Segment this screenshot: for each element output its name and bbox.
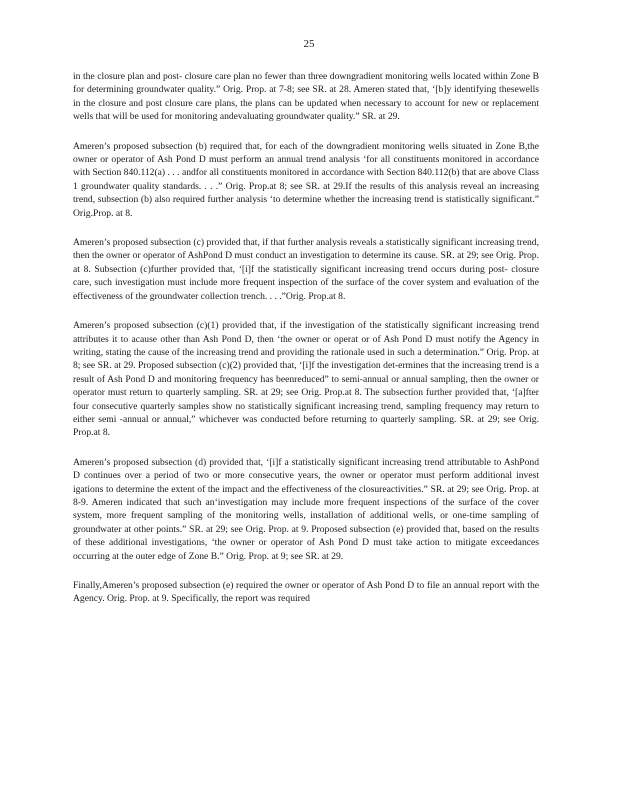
paragraph-4: Ameren’s proposed subsection (c)(1) provided that, if the investigation of the statistically significant increasing trend attributes it to acause other than Ash Pond D, then ‘the owner or operat or of Ash Pond D must notify the Agency in writing, stating the cause of the increasing trend and providing the rationale used in such a determination.” Orig. Prop. at 8; see SR. at 29. Proposed subsection (c)(2) provided that, ‘[i]f the investigation det-ermines that the increasing trend is a result of Ash Pond D and monitoring frequency has beenreduced” to semi-annual or annual sampling, then the owner or operator must return to quarterly sampling. SR. at 29; see Orig. Prop.at 8. The subsection further provided that, ‘[a]fter four consecutive quarterly samples show no statistically significant increasing trend, sampling frequency may return to either semi -annual or annual,” whichever was conducted before returning to quarterly sampling. SR. at 29; see Orig. Prop.at 8. bbox=[73, 320, 539, 439]
paragraph-2: Ameren’s proposed subsection (b) required that, for each of the downgradient monitoring wells situated in Zone B,the owner or operator of Ash Pond D must perform an annual trend analysis ‘for all constituents monitored in accordance with Section 840.112(a) . . . andfor all constituents monitored in accordance with Section 840.112(b) that are above Class 1 groundwater quality standards. . . .” Orig. Prop.at 8; see SR. at 29.If the results of this analysis reveal an increasing trend, subsection (b) also required further analysis ‘to determine whether the increasing trend is statistically significant.” Orig.Prop. at 8. bbox=[73, 140, 539, 219]
paragraph-5: Ameren’s proposed subsection (d) provided that, ‘[i]f a statistically significant increasing trend attributable to AshPond D continues over a period of two or more consecutive years, the owner or operator must perform additional invest igations to determine the extent of the impact and the effectiveness of the closureactivities.” SR. at 29; see Orig. Prop. at 8-9. Ameren indicated that such an‘investigation may include more frequent inspections of the surface of the cover system, more frequent sampling of the monitoring wells, installation of additional wells, or one-time sampling of groundwater at other points.” SR. at 29; see Orig. Prop. at 9. Proposed subsection (e) provided that, based on the results of these additional investigations, ‘the owner or operator of Ash Pond D must take action to mitigate exceedances occurring at the outer edge of Zone B.” Orig. Prop. at 9; see SR. at 29. bbox=[73, 456, 539, 562]
document-body bbox=[73, 70, 539, 622]
paragraph-1: in the closure plan and post- closure care plan no fewer than three downgradient monitoring wells located within Zone B for determining groundwater quality.” Orig. Prop. at 7-8; see SR. at 28. Ameren stated that, ‘[b]y identifying thesewells in the closure and post closure care plans, the plans can be updated when necessary to account for new or replacement wells that will be used for monitoring andevaluating groundwater quality.” SR. at 29. bbox=[73, 71, 539, 123]
paragraph-6: Finally,Ameren’s proposed subsection (e) required the owner or operator of Ash Pond D to file an annual report with the Agency. Orig. Prop. at 9. Specifically, the report was required bbox=[73, 580, 539, 605]
paragraph-3: Ameren’s proposed subsection (c) provided that, if that further analysis reveals a statistically significant increasing trend, then the owner or operator of AshPond D must conduct an investigation to determine its cause. SR. at 29; see Orig. Prop. at 8. Subsection (c)further provided that, ‘[i]f the statistically significant increasing trend occurs during post- closure care, such investigation must include more frequent inspection of the surface of the cover system and evaluation of the effectiveness of the groundwater collection trench. . . .”Orig. Prop.at 8. bbox=[73, 237, 539, 302]
page-number: 25 bbox=[303, 38, 315, 50]
